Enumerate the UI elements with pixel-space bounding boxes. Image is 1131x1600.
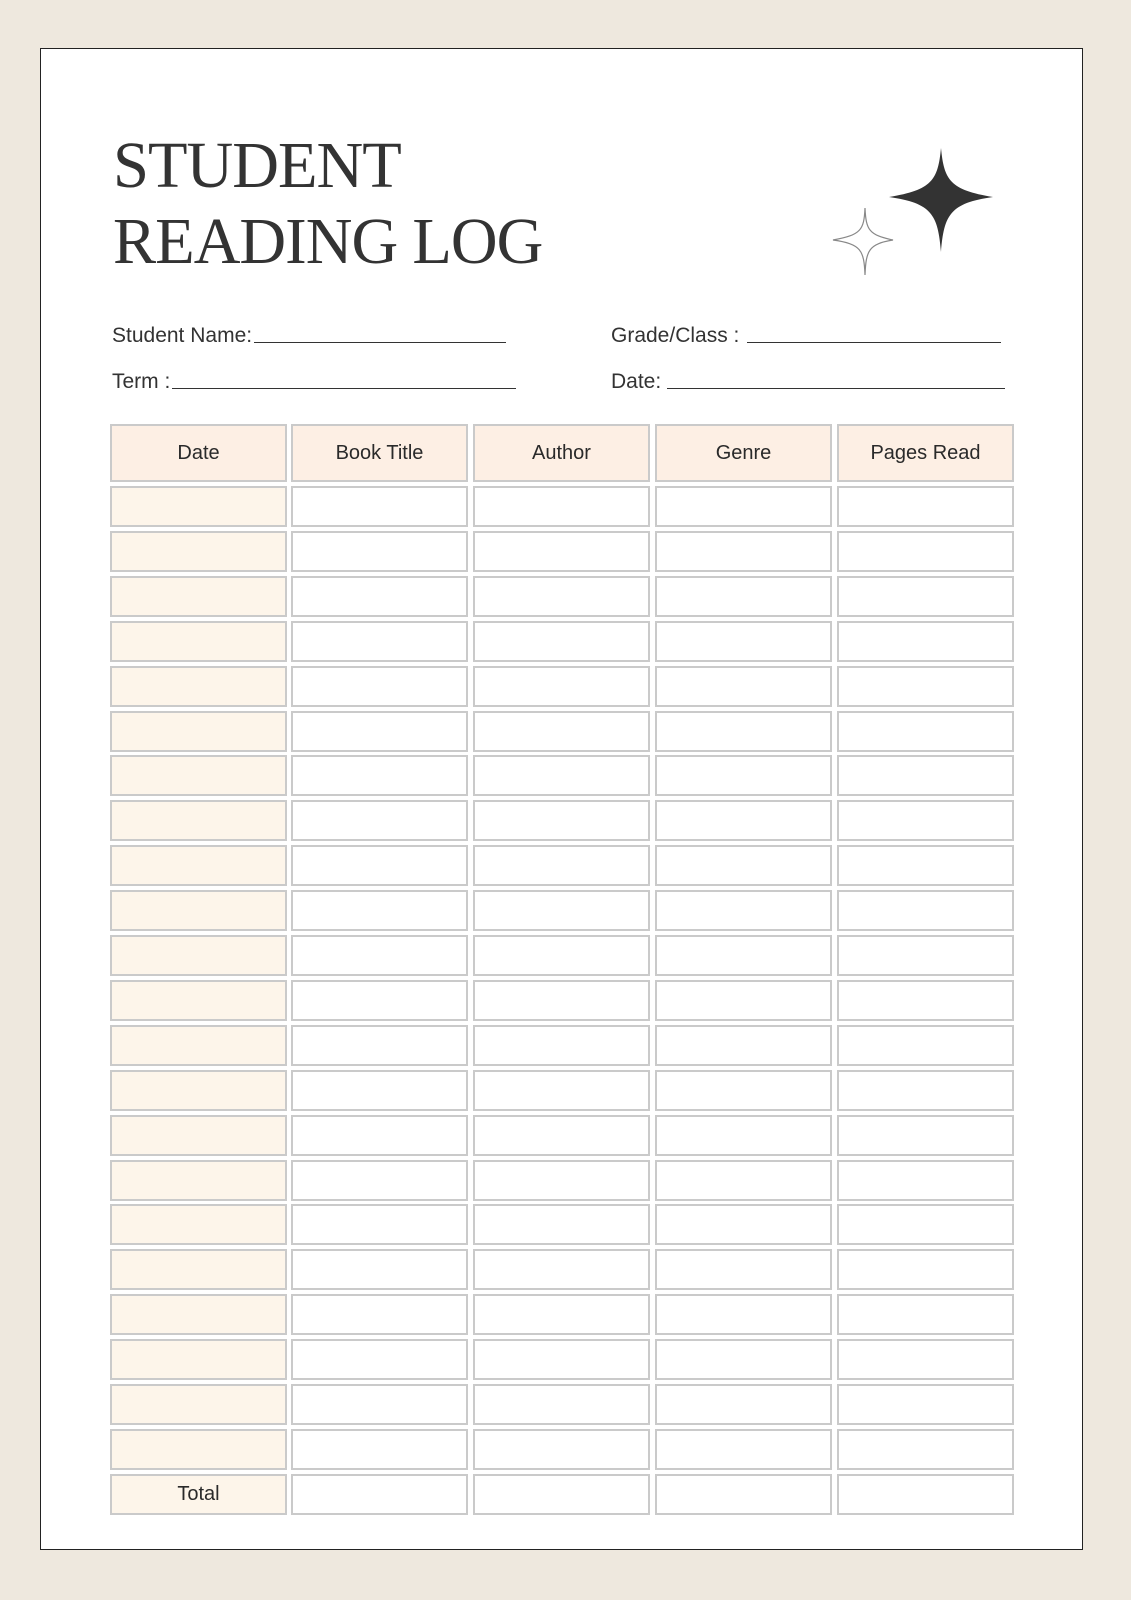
table-cell-genre[interactable] <box>655 1249 832 1290</box>
table-cell-book-title[interactable] <box>291 1429 468 1470</box>
total-label-cell-label: Total <box>177 1483 220 1505</box>
table-cell-author[interactable] <box>473 531 650 572</box>
table-cell-pages-read[interactable] <box>837 980 1014 1021</box>
total-label-cell <box>110 1474 287 1515</box>
table-cell-book-title[interactable] <box>291 1070 468 1111</box>
student-name-line[interactable] <box>254 341 506 343</box>
table-cell-author[interactable] <box>473 711 650 752</box>
term-field[interactable] <box>112 370 516 394</box>
table-cell-genre[interactable] <box>655 1070 832 1111</box>
grade-class-field[interactable] <box>611 324 1001 348</box>
table-cell-genre[interactable] <box>655 1115 832 1156</box>
table-cell-book-title[interactable] <box>291 890 468 931</box>
table-cell-date[interactable] <box>110 621 287 662</box>
student-name-field[interactable] <box>112 324 506 348</box>
table-cell-author[interactable] <box>473 1070 650 1111</box>
table-cell-pages-read[interactable] <box>837 1249 1014 1290</box>
table-cell-date[interactable] <box>110 1115 287 1156</box>
table-cell-genre[interactable] <box>655 935 832 976</box>
table-cell-pages-read[interactable] <box>837 1115 1014 1156</box>
table-cell-date[interactable] <box>110 711 287 752</box>
table-cell-date[interactable] <box>110 576 287 617</box>
table-cell-book-title[interactable] <box>291 621 468 662</box>
table-cell-book-title[interactable] <box>291 1115 468 1156</box>
table-cell-date[interactable] <box>110 1249 287 1290</box>
table-cell-author[interactable] <box>473 890 650 931</box>
total-cell-book-title[interactable] <box>291 1474 468 1515</box>
table-cell-book-title[interactable] <box>291 1249 468 1290</box>
table-cell-date[interactable] <box>110 1384 287 1425</box>
table-cell-genre[interactable] <box>655 980 832 1021</box>
column-header-date <box>110 424 287 482</box>
table-cell-book-title[interactable] <box>291 1025 468 1066</box>
table-cell-book-title[interactable] <box>291 1204 468 1245</box>
table-cell-pages-read[interactable] <box>837 666 1014 707</box>
table-cell-pages-read[interactable] <box>837 1025 1014 1066</box>
column-header-book-title <box>291 424 468 482</box>
page-title <box>113 128 542 280</box>
table-cell-date[interactable] <box>110 1070 287 1111</box>
table-cell-genre[interactable] <box>655 845 832 886</box>
table-cell-author[interactable] <box>473 1339 650 1380</box>
table-cell-author[interactable] <box>473 621 650 662</box>
column-header-author <box>473 424 650 482</box>
table-cell-genre[interactable] <box>655 621 832 662</box>
table-cell-pages-read[interactable] <box>837 935 1014 976</box>
table-cell-date[interactable] <box>110 1025 287 1066</box>
column-header-pages-read-label: Pages Read <box>870 441 981 464</box>
date-field[interactable] <box>611 370 1005 394</box>
table-cell-date[interactable] <box>110 1294 287 1335</box>
table-cell-author[interactable] <box>473 1204 650 1245</box>
table-cell-pages-read[interactable] <box>837 755 1014 796</box>
table-cell-author[interactable] <box>473 486 650 527</box>
table-cell-genre[interactable] <box>655 666 832 707</box>
table-cell-book-title[interactable] <box>291 531 468 572</box>
column-header-book-title-label: Book Title <box>335 441 424 464</box>
table-cell-author[interactable] <box>473 1249 650 1290</box>
table-cell-author[interactable] <box>473 980 650 1021</box>
table-cell-book-title[interactable] <box>291 711 468 752</box>
table-cell-author[interactable] <box>473 666 650 707</box>
column-header-pages-read <box>837 424 1014 482</box>
table-cell-pages-read[interactable] <box>837 1339 1014 1380</box>
title-line-2: READING LOG <box>113 205 543 278</box>
table-cell-book-title[interactable] <box>291 486 468 527</box>
table-cell-pages-read[interactable] <box>837 890 1014 931</box>
grade-class-line[interactable] <box>747 341 1001 343</box>
table-cell-author[interactable] <box>473 1160 650 1201</box>
date-label: Date: <box>611 370 662 393</box>
student-name-label: Student Name: <box>112 324 253 347</box>
table-cell-genre[interactable] <box>655 1429 832 1470</box>
table-cell-book-title[interactable] <box>291 1384 468 1425</box>
date-line[interactable] <box>667 387 1005 389</box>
table-cell-pages-read[interactable] <box>837 621 1014 662</box>
column-header-date-label: Date <box>177 441 220 464</box>
table-cell-date[interactable] <box>110 1429 287 1470</box>
table-cell-genre[interactable] <box>655 576 832 617</box>
table-cell-pages-read[interactable] <box>837 845 1014 886</box>
column-header-genre-label: Genre <box>715 441 772 464</box>
table-cell-author[interactable] <box>473 845 650 886</box>
total-cell-author[interactable] <box>473 1474 650 1515</box>
table-cell-pages-read[interactable] <box>837 1204 1014 1245</box>
table-cell-date[interactable] <box>110 1204 287 1245</box>
table-cell-author[interactable] <box>473 1025 650 1066</box>
table-cell-pages-read[interactable] <box>837 1070 1014 1111</box>
table-cell-pages-read[interactable] <box>837 1429 1014 1470</box>
table-cell-genre[interactable] <box>655 486 832 527</box>
total-cell-pages-read[interactable] <box>837 1474 1014 1515</box>
table-cell-date[interactable] <box>110 1339 287 1380</box>
table-cell-pages-read[interactable] <box>837 1384 1014 1425</box>
table-cell-book-title[interactable] <box>291 1160 468 1201</box>
term-line[interactable] <box>172 387 516 389</box>
table-cell-book-title[interactable] <box>291 935 468 976</box>
table-cell-date[interactable] <box>110 486 287 527</box>
table-cell-genre[interactable] <box>655 1294 832 1335</box>
table-cell-genre[interactable] <box>655 1025 832 1066</box>
table-cell-author[interactable] <box>473 755 650 796</box>
table-cell-book-title[interactable] <box>291 1339 468 1380</box>
table-cell-pages-read[interactable] <box>837 486 1014 527</box>
table-cell-pages-read[interactable] <box>837 1294 1014 1335</box>
small-sparkle-icon <box>833 208 893 275</box>
table-cell-book-title[interactable] <box>291 755 468 796</box>
table-cell-genre[interactable] <box>655 1160 832 1201</box>
term-label: Term : <box>112 370 171 393</box>
table-cell-book-title[interactable] <box>291 666 468 707</box>
table-cell-genre[interactable] <box>655 1204 832 1245</box>
table-cell-date[interactable] <box>110 800 287 841</box>
table-cell-book-title[interactable] <box>291 800 468 841</box>
table-cell-pages-read[interactable] <box>837 576 1014 617</box>
table-cell-pages-read[interactable] <box>837 711 1014 752</box>
table-cell-genre[interactable] <box>655 890 832 931</box>
table-cell-pages-read[interactable] <box>837 531 1014 572</box>
table-cell-author[interactable] <box>473 576 650 617</box>
sparkle-stars-decoration <box>828 145 998 280</box>
table-cell-author[interactable] <box>473 1429 650 1470</box>
column-header-genre <box>655 424 832 482</box>
table-cell-date[interactable] <box>110 845 287 886</box>
table-cell-book-title[interactable] <box>291 845 468 886</box>
table-cell-author[interactable] <box>473 1384 650 1425</box>
table-cell-genre[interactable] <box>655 755 832 796</box>
table-cell-author[interactable] <box>473 1115 650 1156</box>
table-cell-date[interactable] <box>110 935 287 976</box>
table-cell-author[interactable] <box>473 1294 650 1335</box>
total-cell-genre[interactable] <box>655 1474 832 1515</box>
table-cell-date[interactable] <box>110 890 287 931</box>
column-header-author-label: Author <box>532 441 591 464</box>
table-cell-date[interactable] <box>110 666 287 707</box>
grade-class-label: Grade/Class : <box>611 324 740 347</box>
table-cell-genre[interactable] <box>655 800 832 841</box>
table-cell-genre[interactable] <box>655 711 832 752</box>
table-cell-book-title[interactable] <box>291 980 468 1021</box>
table-cell-genre[interactable] <box>655 531 832 572</box>
table-cell-book-title[interactable] <box>291 1294 468 1335</box>
table-cell-genre[interactable] <box>655 1384 832 1425</box>
large-sparkle-icon <box>889 148 993 252</box>
title-line-1: STUDENT <box>113 129 401 202</box>
table-cell-pages-read[interactable] <box>837 800 1014 841</box>
table-cell-date[interactable] <box>110 1160 287 1201</box>
table-cell-date[interactable] <box>110 531 287 572</box>
table-cell-genre[interactable] <box>655 1339 832 1380</box>
table-cell-date[interactable] <box>110 755 287 796</box>
table-cell-date[interactable] <box>110 980 287 1021</box>
table-cell-pages-read[interactable] <box>837 1160 1014 1201</box>
table-cell-author[interactable] <box>473 935 650 976</box>
table-cell-author[interactable] <box>473 800 650 841</box>
table-cell-book-title[interactable] <box>291 576 468 617</box>
